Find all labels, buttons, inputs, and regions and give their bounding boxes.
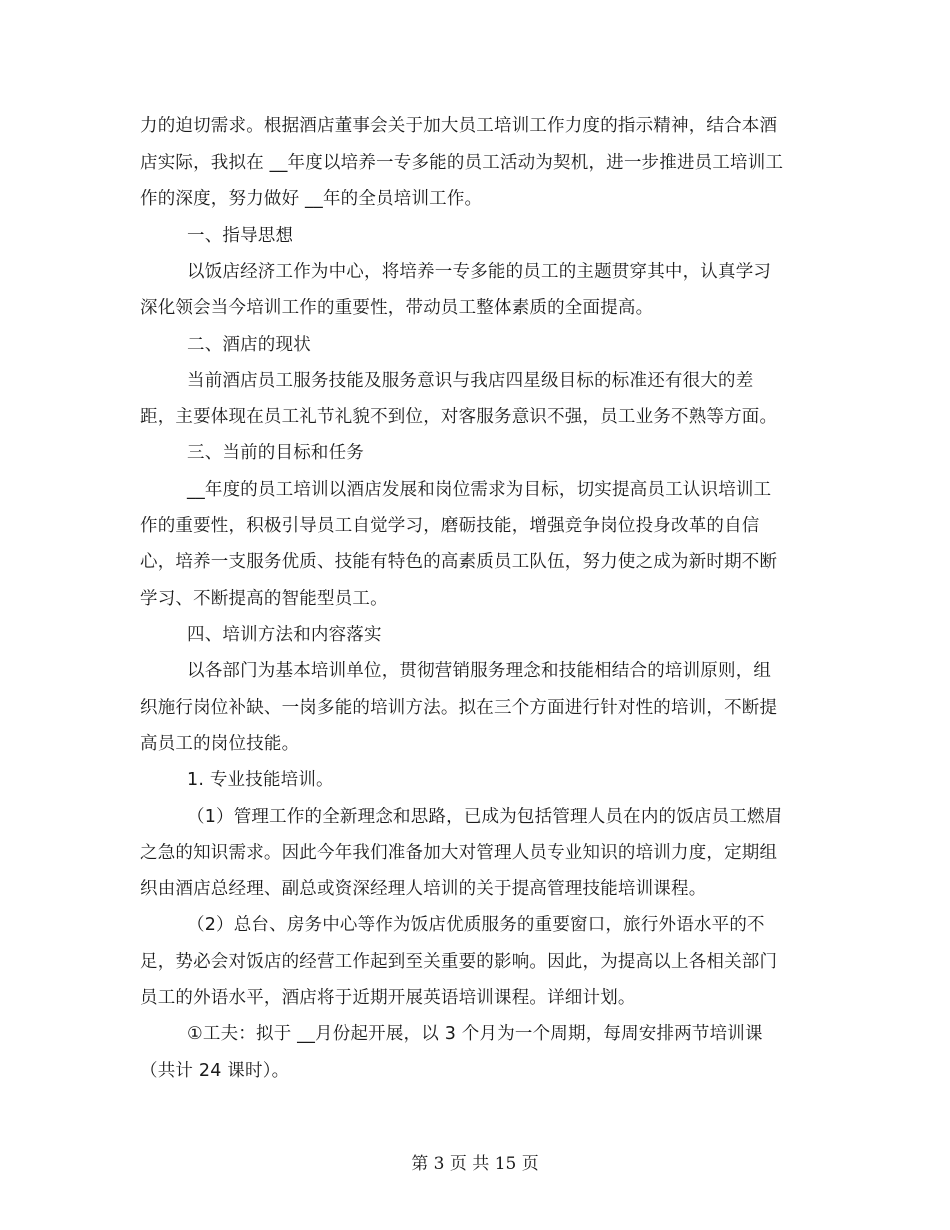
paragraph-line: 力的迫切需求。根据酒店董事会关于加大员工培训工作力度的指示精神，结合本酒 bbox=[140, 116, 778, 136]
paragraph-line: 足，势必会对饭店的经营工作起到至关重要的影响。因此，为提高以上各相关部门 bbox=[140, 952, 778, 972]
paragraph-line: 织施行岗位补缺、一岗多能的培训方法。拟在三个方面进行针对性的培训，不断提 bbox=[140, 698, 778, 718]
paragraph-line: 深化领会当今培训工作的重要性，带动员工整体素质的全面提高。 bbox=[140, 298, 654, 318]
paragraph-line: （2）总台、房务中心等作为饭店优质服务的重要窗口，旅行外语水平的不 bbox=[187, 915, 765, 935]
paragraph-line: （1）管理工作的全新理念和思路，已成为包括管理人员在内的饭店员工燃眉 bbox=[187, 807, 783, 827]
paragraph-line: 作的深度，努力做好 __年的全员培训工作。 bbox=[140, 189, 483, 209]
paragraph-line: 学习、不断提高的智能型员工。 bbox=[140, 589, 388, 609]
paragraph-line: 织由酒店总经理、副总或资深经理人培训的关于提高管理技能培训课程。 bbox=[140, 879, 707, 899]
section-heading: 一、指导思想 bbox=[187, 226, 294, 246]
section-heading: 二、酒店的现状 bbox=[187, 335, 311, 355]
paragraph-line: 店实际，我拟在 __年度以培养一专多能的员工活动为契机，进一步推进员工培训工 bbox=[140, 153, 784, 173]
section-heading: 三、当前的目标和任务 bbox=[187, 443, 364, 463]
paragraph-line: 作的重要性，积极引导员工自觉学习，磨砺技能，增强竞争岗位投身改革的自信 bbox=[140, 516, 760, 536]
paragraph-line: 心，培养一支服务优质、技能有特色的高素质员工队伍，努力使之成为新时期不断 bbox=[140, 552, 778, 572]
paragraph-line: （共计 24 课时）。 bbox=[140, 1061, 290, 1081]
paragraph-line: 之急的知识需求。因此今年我们准备加大对管理人员专业知识的培训力度，定期组 bbox=[140, 843, 778, 863]
subsection-heading: 1. 专业技能培训。 bbox=[187, 770, 334, 790]
paragraph-line: __年度的员工培训以酒店发展和岗位需求为目标，切实提高员工认识培训工 bbox=[187, 480, 772, 500]
paragraph-line: 距，主要体现在员工礼节礼貌不到位，对客服务意识不强，员工业务不熟等方面。 bbox=[140, 407, 778, 427]
paragraph-line: 员工的外语水平，酒店将于近期开展英语培训课程。详细计划。 bbox=[140, 988, 636, 1008]
paragraph-line: ①工夫：拟于 __月份起开展，以 3 个月为一个周期，每周安排两节培训课 bbox=[187, 1024, 763, 1044]
page-number-footer: 第 3 页 共 15 页 bbox=[411, 1154, 539, 1174]
section-heading: 四、培训方法和内容落实 bbox=[187, 625, 382, 645]
paragraph-line: 以饭店经济工作为中心，将培养一专多能的员工的主题贯穿其中，认真学习 bbox=[187, 262, 772, 282]
paragraph-line: 高员工的岗位技能。 bbox=[140, 734, 300, 754]
paragraph-line: 当前酒店员工服务技能及服务意识与我店四星级目标的标准还有很大的差 bbox=[187, 371, 754, 391]
paragraph-line: 以各部门为基本培训单位，贯彻营销服务理念和技能相结合的培训原则，组 bbox=[187, 661, 772, 681]
